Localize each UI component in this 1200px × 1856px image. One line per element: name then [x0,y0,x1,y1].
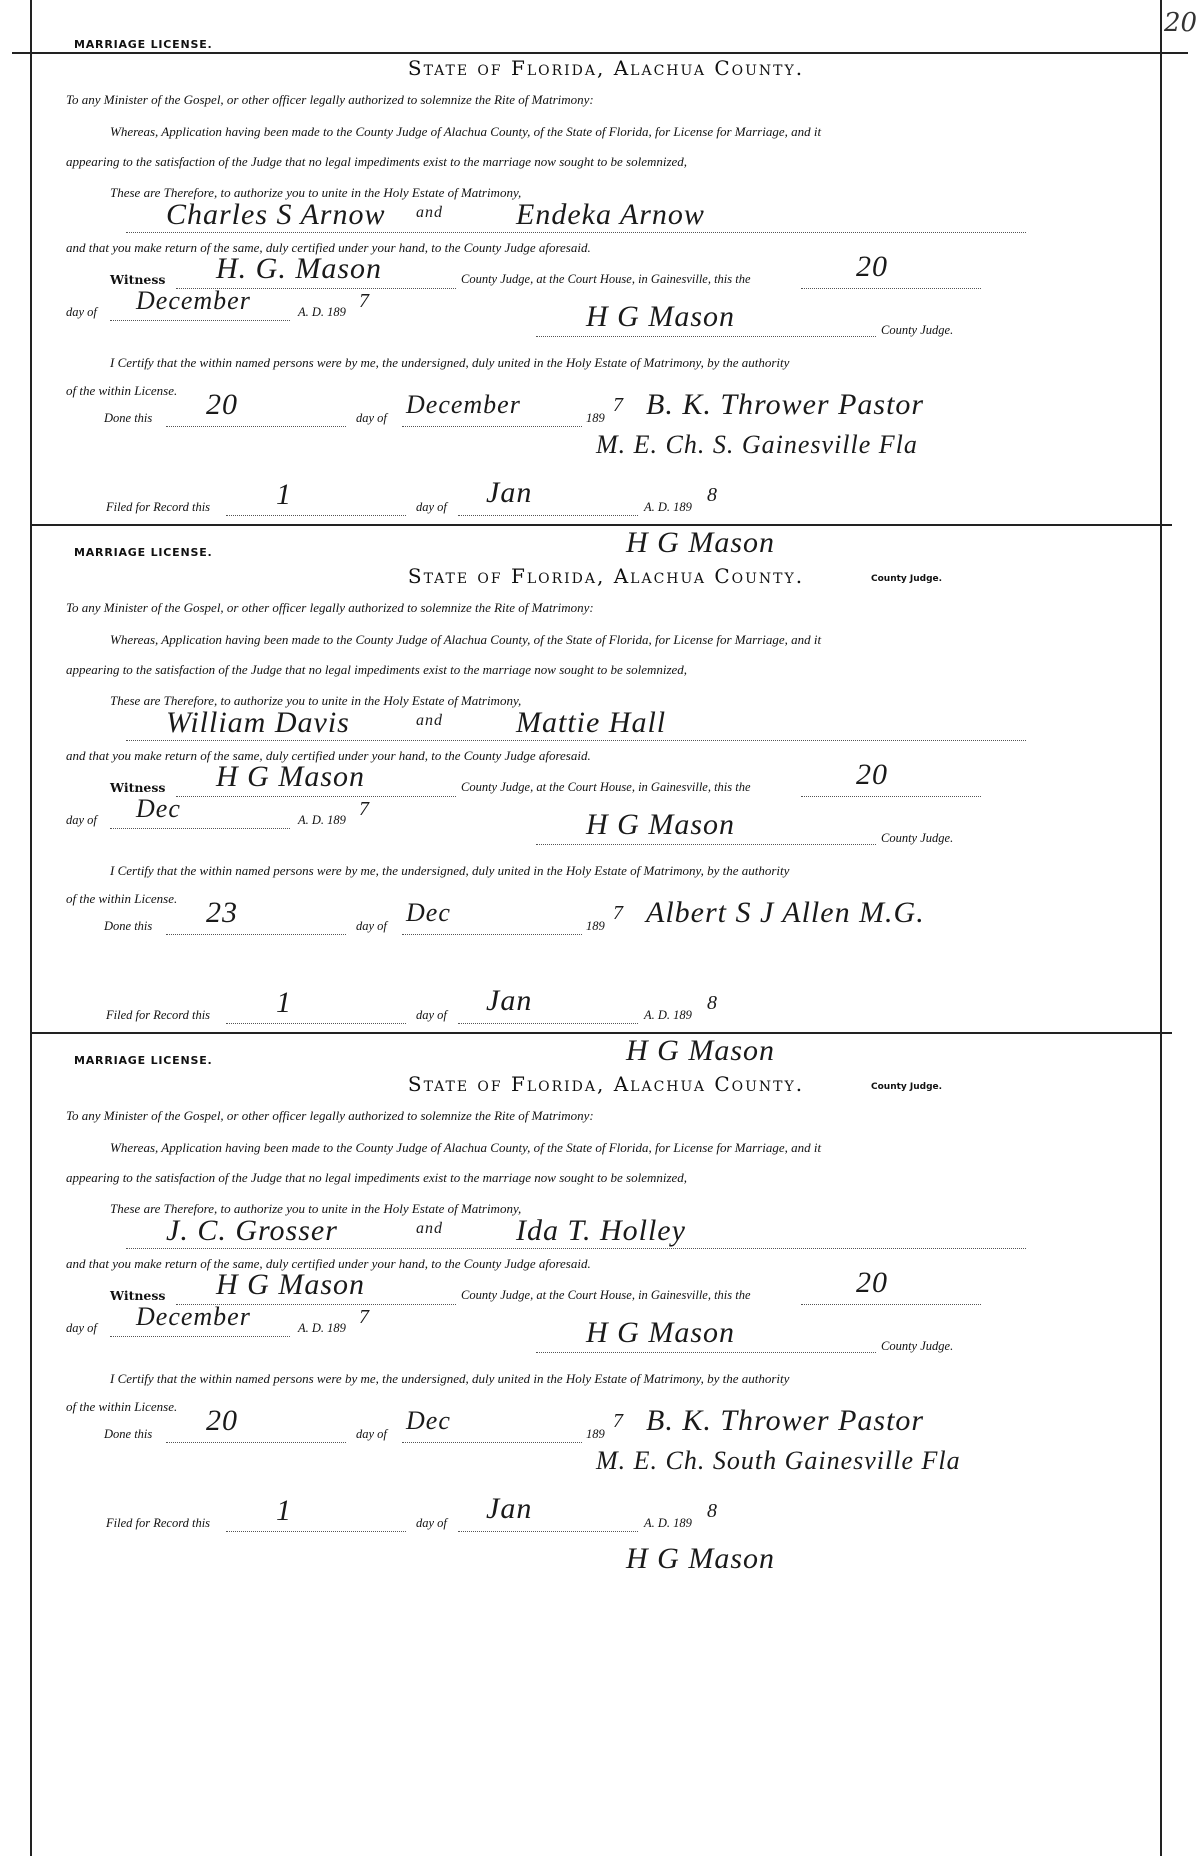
return-line: and that you make return of the same, duly certified under your hand, to the County Judge aforesaid. [66,748,591,763]
and-word: and [416,1220,443,1237]
page-number: 20 [1164,8,1198,38]
filed-year-digit: 8 [707,484,718,506]
right-margin-rule [1160,0,1162,1856]
done-month-rule [402,426,582,427]
filed-label: Filed for Record this [106,1008,211,1022]
license-day: 20 [856,758,888,791]
certify-line-1: I Certify that the within named persons were by me, the undersigned, duly united in the Holy Estate of Matrimony, by the authority [110,1371,790,1386]
filed-month-rule [458,1531,638,1532]
done-day: 23 [206,896,238,929]
done-day: 20 [206,388,238,421]
license-month: December [136,286,251,315]
done-day-rule [166,1442,346,1443]
done-this-label: Done this [104,1427,153,1441]
whereas-line-2: appearing to the satisfaction of the Judge that no legal impediments exist to the marriage now sought to be solemnized, [66,1170,688,1185]
return-line: and that you make return of the same, duly certified under your hand, to the County Judge aforesaid. [66,1256,591,1271]
record-header: MARRIAGE LICENSE. [74,546,213,559]
these-are-therefore-line: These are Therefore, to authorize you to unite in the Holy Estate of Matrimony, [110,185,522,200]
court-text: County Judge, at the Court House, in Gainesville, this the [461,1288,751,1302]
record-separator [30,1032,1172,1034]
ad-label: A. D. 189 [298,1321,346,1335]
filed-day-rule [226,515,406,516]
witness-label: Witness [110,780,166,795]
whereas-line-2: appearing to the satisfaction of the Judge that no legal impediments exist to the marriage now sought to be solemnized, [66,154,688,169]
done-month: Dec [406,1406,451,1435]
court-text: County Judge, at the Court House, in Gainesville, this the [461,272,751,286]
filed-year-digit: 8 [707,1500,718,1522]
done-ad-label: 189 [586,411,605,425]
filed-ad-label: A. D. 189 [644,1516,692,1530]
license-day-rule [801,796,981,797]
license-day-rule [801,288,981,289]
license-month-rule [110,1336,290,1337]
license-day: 20 [856,1266,888,1299]
ad-label: A. D. 189 [298,305,346,319]
filed-label: Filed for Record this [106,500,211,514]
license-year-digit: 7 [359,290,370,312]
done-year-digit: 7 [613,902,624,924]
day-of-label: day of [66,1321,97,1335]
officiant-line-2: M. E. Ch. South Gainesville Fla [596,1446,961,1475]
done-ad-label: 189 [586,919,605,933]
done-year-digit: 7 [613,394,624,416]
day-of-label: day of [66,305,97,319]
whereas-line-1: Whereas, Application having been made to the County Judge of Alachua County, of the State of Florida, for License for Marriage, and it [110,632,822,647]
filed-ad-label: A. D. 189 [644,1008,692,1022]
done-day-of-label: day of [356,1427,387,1441]
names-rule [126,740,1026,741]
address-line: To any Minister of the Gospel, or other officer legally authorized to solemnize the Rite of Matrimony: [66,92,594,107]
ad-label: A. D. 189 [298,813,346,827]
done-this-label: Done this [104,411,153,425]
record-header: MARRIAGE LICENSE. [74,38,213,51]
left-margin-rule [30,0,32,1856]
witness-rule [176,796,456,797]
filed-day: 1 [276,986,292,1019]
address-line: To any Minister of the Gospel, or other officer legally authorized to solemnize the Rite of Matrimony: [66,600,594,615]
done-month-rule [402,934,582,935]
judge-signature: H G Mason [586,1316,735,1349]
return-line: and that you make return of the same, duly certified under your hand, to the County Judge aforesaid. [66,240,591,255]
bride-name: Endeka Arnow [516,198,705,231]
and-word: and [416,712,443,729]
filed-day-of-label: day of [416,1516,447,1530]
these-are-therefore-line: These are Therefore, to authorize you to unite in the Holy Estate of Matrimony, [110,693,522,708]
and-word: and [416,204,443,221]
bride-name: Ida T. Holley [516,1214,686,1247]
names-rule [126,1248,1026,1249]
done-day-rule [166,934,346,935]
county-judge-label: County Judge. [881,831,954,845]
filed-year-digit: 8 [707,992,718,1014]
done-ad-label: 189 [586,1427,605,1441]
done-day-of-label: day of [356,919,387,933]
filed-day-of-label: day of [416,1008,447,1022]
done-day: 20 [206,1404,238,1437]
certify-line-2: of the within License. [66,891,178,906]
whereas-line-1: Whereas, Application having been made to the County Judge of Alachua County, of the State of Florida, for License for Marriage, and it [110,124,822,139]
witness-name: H G Mason [216,760,365,793]
done-day-rule [166,426,346,427]
filed-signature: H G Mason [626,1034,775,1067]
filed-signature: H G Mason [626,1542,775,1575]
done-this-label: Done this [104,919,153,933]
license-month: December [136,1302,251,1331]
record-title: State of Florida, Alachua County. [407,56,805,80]
groom-name: William Davis [166,706,350,739]
certify-line-2: of the within License. [66,1399,178,1414]
these-are-therefore-line: These are Therefore, to authorize you to unite in the Holy Estate of Matrimony, [110,1201,522,1216]
groom-name: Charles S Arnow [166,198,386,231]
done-month-rule [402,1442,582,1443]
license-month-rule [110,828,290,829]
whereas-line-1: Whereas, Application having been made to the County Judge of Alachua County, of the State of Florida, for License for Marriage, and it [110,1140,822,1155]
license-month-rule [110,320,290,321]
license-day-rule [801,1304,981,1305]
officiant-line-1: B. K. Thrower Pastor [646,388,925,421]
license-year-digit: 7 [359,798,370,820]
address-line: To any Minister of the Gospel, or other officer legally authorized to solemnize the Rite of Matrimony: [66,1108,594,1123]
officiant-line-1: Albert S J Allen M.G. [646,896,925,929]
filed-signature: H G Mason [626,526,775,559]
license-day: 20 [856,250,888,283]
county-judge-label: County Judge. [881,323,954,337]
judge-signature: H G Mason [586,808,735,841]
filed-county-judge-label: County Judge. [871,574,943,584]
judge-signature-rule [536,1352,876,1353]
groom-name: J. C. Grosser [166,1214,338,1247]
filed-day: 1 [276,478,292,511]
filed-ad-label: A. D. 189 [644,500,692,514]
filed-month: Jan [486,476,533,509]
judge-signature-rule [536,336,876,337]
certify-line-2: of the within License. [66,383,178,398]
court-text: County Judge, at the Court House, in Gainesville, this the [461,780,751,794]
filed-month: Jan [486,1492,533,1525]
day-of-label: day of [66,813,97,827]
officiant-line-1: B. K. Thrower Pastor [646,1404,925,1437]
witness-name: H G Mason [216,1268,365,1301]
done-year-digit: 7 [613,1410,624,1432]
judge-signature: H G Mason [586,300,735,333]
witness-name: H. G. Mason [216,252,382,285]
done-month: December [406,390,521,419]
names-rule [126,232,1026,233]
officiant-line-2: M. E. Ch. S. Gainesville Fla [596,430,918,459]
county-judge-label: County Judge. [881,1339,954,1353]
witness-label: Witness [110,1288,166,1303]
bride-name: Mattie Hall [516,706,667,739]
filed-day-rule [226,1531,406,1532]
record-title: State of Florida, Alachua County. [407,564,805,588]
witness-label: Witness [110,272,166,287]
done-day-of-label: day of [356,411,387,425]
filed-month-rule [458,1023,638,1024]
license-year-digit: 7 [359,1306,370,1328]
filed-day-rule [226,1023,406,1024]
filed-day: 1 [276,1494,292,1527]
filed-day-of-label: day of [416,500,447,514]
record-header: MARRIAGE LICENSE. [74,1054,213,1067]
record-separator [30,524,1172,526]
filed-month-rule [458,515,638,516]
whereas-line-2: appearing to the satisfaction of the Judge that no legal impediments exist to the marriage now sought to be solemnized, [66,662,688,677]
filed-county-judge-label: County Judge. [871,1082,943,1092]
filed-month: Jan [486,984,533,1017]
license-month: Dec [136,794,181,823]
judge-signature-rule [536,844,876,845]
record-title: State of Florida, Alachua County. [407,1072,805,1096]
filed-label: Filed for Record this [106,1516,211,1530]
certify-line-1: I Certify that the within named persons were by me, the undersigned, duly united in the Holy Estate of Matrimony, by the authority [110,863,790,878]
done-month: Dec [406,898,451,927]
marriage-license-record-3 [66,1034,1146,1634]
certify-line-1: I Certify that the within named persons were by me, the undersigned, duly united in the Holy Estate of Matrimony, by the authority [110,355,790,370]
